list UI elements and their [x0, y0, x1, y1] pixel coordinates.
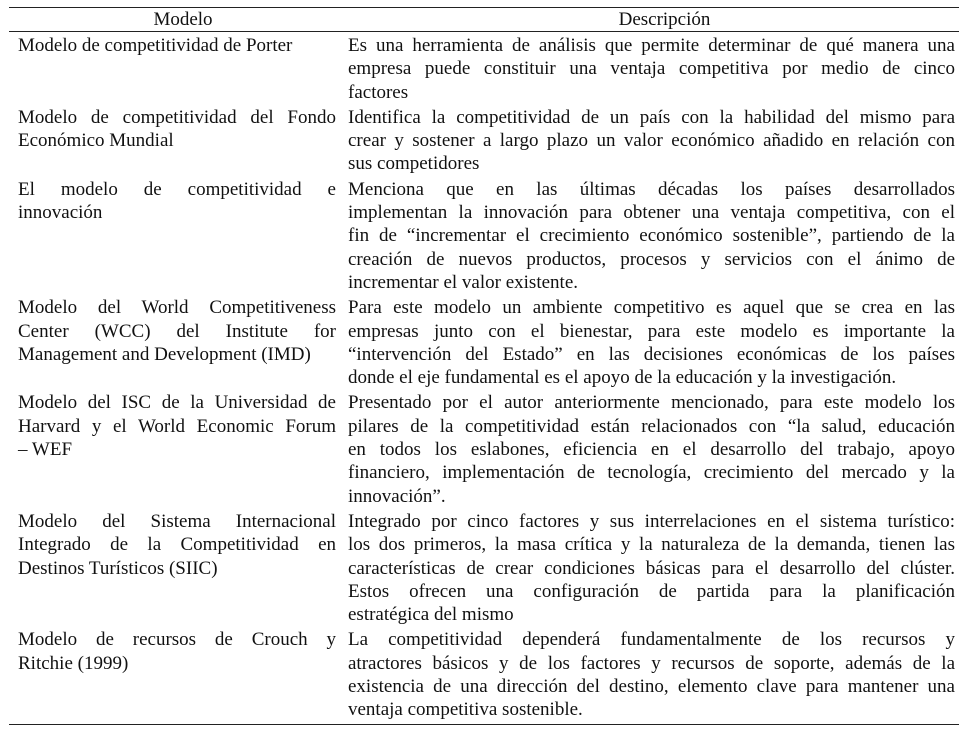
description-cell-line: Identifica la competitividad de un país con la habilidad del mismo para: [348, 106, 955, 128]
model-cell-line: Center (WCC) del Institute for: [18, 320, 336, 342]
header-description: Descripción: [618, 9, 711, 30]
description-cell-line: innovación”.: [348, 485, 446, 507]
table-row: [9, 294, 959, 389]
model-cell-line: Económico Mundial: [18, 130, 174, 152]
description-cell-line: atractores básicos y de los factores y recursos de soporte, además de la: [348, 652, 955, 674]
model-cell-line: Destinos Turísticos (SIIC): [18, 557, 218, 579]
model-cell: [18, 106, 336, 176]
description-cell: [348, 391, 955, 507]
description-cell: [348, 34, 955, 104]
model-cell-line: Modelo de competitividad del Fondo: [18, 106, 336, 128]
description-cell-line: Integrado por cinco factores y sus interrelaciones en el sistema turístico:: [348, 510, 955, 532]
table-row: [9, 104, 959, 176]
description-cell-line: creación de nuevos productos, procesos y servicios con el ánimo de: [348, 248, 955, 270]
description-cell-line: Para este modelo un ambiente competitivo es aquel que se crea en las: [348, 297, 955, 319]
table-header: [9, 8, 959, 32]
header-model: Modelo: [153, 9, 213, 30]
models-table: [9, 7, 959, 725]
description-cell-line: Menciona que en las últimas décadas los países desarrollados: [348, 178, 955, 200]
model-cell: [18, 628, 336, 721]
description-cell-line: ventaja competitiva sostenible.: [348, 699, 583, 721]
model-cell: [18, 510, 336, 626]
model-cell-line: Modelo de competitividad de Porter: [18, 35, 293, 56]
description-cell-line: Estos ofrecen una configuración de partida para la planificación: [348, 580, 955, 602]
description-cell: [348, 178, 955, 294]
model-cell: [18, 391, 336, 507]
description-cell-line: donde el eje fundamental es el apoyo de la educación y la investigación.: [348, 367, 897, 389]
description-cell-line: “intervención del Estado” en las decisiones económicas de los países: [348, 343, 955, 365]
description-cell-line: características de crear condiciones básicas para el desarrollo del clúster.: [348, 557, 955, 579]
description-cell-line: sus competidores: [348, 153, 480, 175]
model-cell-line: Harvard y el World Economic Forum: [18, 415, 336, 437]
model-cell-line: Management and Development (IMD): [18, 343, 311, 365]
table-body: [9, 32, 959, 722]
description-cell: [348, 628, 955, 721]
description-cell-line: incrementar el valor existente.: [348, 271, 579, 293]
table-row: [9, 389, 959, 507]
table-bottom-rule: [9, 724, 959, 725]
description-cell-line: empresas junto con el bienestar, para este modelo es importante la: [348, 320, 955, 342]
model-cell-line: El modelo de competitividad e: [18, 178, 336, 200]
model-cell-line: – WEF: [18, 439, 73, 461]
description-cell-line: financiero, implementación de tecnología, crecimiento del mercado y la: [348, 462, 955, 484]
description-cell-line: empresa puede constituir una ventaja competitiva por medio de cinco: [348, 58, 955, 80]
table-row: [9, 626, 959, 721]
model-cell-line: Integrado de la Competitividad en: [18, 534, 336, 556]
model-cell-line: Ritchie (1999): [18, 652, 129, 674]
description-cell-line: Es una herramienta de análisis que permite determinar de qué manera una: [348, 35, 955, 56]
table-row: [9, 508, 959, 626]
table-row: [9, 32, 959, 104]
description-cell-line: implementan la innovación para obtener una ventaja competitiva, con el: [348, 202, 955, 224]
model-cell-line: innovación: [18, 202, 103, 224]
description-cell-line: Presentado por el autor anteriormente mencionado, para este modelo los: [348, 392, 955, 414]
model-cell: [18, 296, 336, 389]
model-cell-line: Modelo de recursos de Crouch y: [18, 629, 336, 651]
description-cell-line: estratégica del mismo: [348, 604, 514, 626]
description-cell: [348, 510, 955, 626]
model-cell-line: Modelo del Sistema Internacional: [18, 510, 336, 532]
description-cell-line: pilares de la competitividad están relacionados con “la salud, educación: [348, 415, 955, 437]
model-cell: [18, 178, 336, 294]
description-cell: [348, 106, 955, 176]
table-row: [9, 176, 959, 294]
description-cell-line: en todos los eslabones, eficiencia en el desarrollo del trabajo, apoyo: [348, 439, 955, 461]
description-cell: [348, 296, 955, 389]
description-cell-line: los dos primeros, la masa crítica y la naturaleza de la demanda, tienen las: [348, 534, 955, 556]
model-cell-line: Modelo del ISC de la Universidad de: [18, 392, 336, 414]
description-cell-line: La competitividad dependerá fundamentalmente de los recursos y: [348, 629, 955, 651]
model-cell-line: Modelo del World Competitiveness: [18, 297, 336, 319]
description-cell-line: fin de “incrementar el crecimiento económico sostenible”, partiendo de la: [348, 225, 955, 247]
description-cell-line: factores: [348, 81, 409, 103]
description-cell-line: crear y sostener a largo plazo un valor económico añadido en relación con: [348, 130, 955, 152]
model-cell: [18, 34, 336, 104]
description-cell-line: existencia de una dirección del destino, elemento clave para mantener una: [348, 676, 955, 698]
